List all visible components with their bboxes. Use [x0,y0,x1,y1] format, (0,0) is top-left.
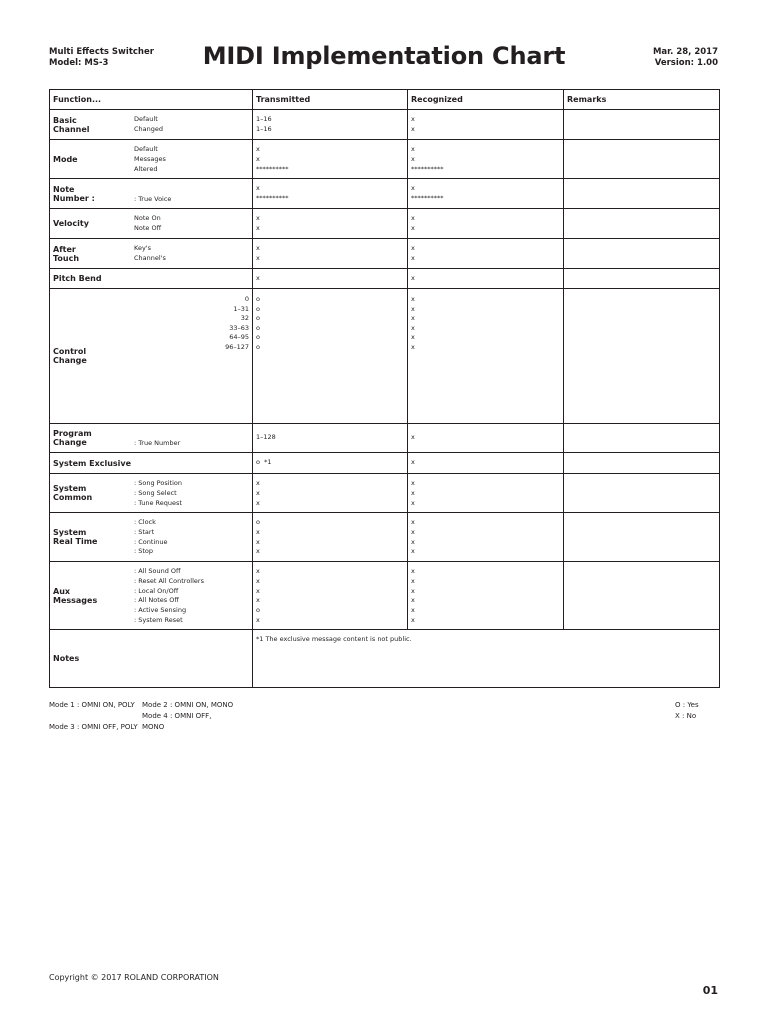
row-system-exclusive [50,453,720,474]
recognized-cell: x x x x x x [408,562,564,630]
function-label: Program Change [53,429,92,447]
document-version: Version: 1.00 [654,58,718,68]
recognized-cell: x x [408,209,564,239]
function-label: Basic Channel [53,115,90,134]
product-name: Multi Effects Switcher [49,47,154,57]
row-system-common [50,474,720,513]
page-title: MIDI Implementation Chart [202,42,566,70]
mode-definition: Mode 3 : OMNI OFF, POLY [49,723,138,731]
column-header-remarks: Remarks [564,90,720,110]
recognized-cell: x x [408,110,564,140]
table-header-row [50,90,720,110]
function-cell [50,209,253,239]
remarks-cell [564,140,720,179]
column-header-function: Function... [50,90,253,110]
remarks-cell [564,209,720,239]
controller-number-list: 0 1–31 32 33–63 64–95 96–127 [225,295,249,351]
recognized-cell: x x ********** [408,140,564,179]
remarks-cell [564,179,720,209]
midi-implementation-table [49,89,720,688]
copyright-notice: Copyright © 2017 ROLAND CORPORATION [49,973,219,982]
remarks-cell [564,474,720,513]
function-label: System Exclusive [53,458,132,468]
transmitted-cell: x [253,269,408,289]
function-cell [50,562,253,630]
function-sub-labels: Default Changed [134,115,164,133]
mode-definition: Mode 2 : OMNI ON, MONO [142,701,234,709]
remarks-cell [564,110,720,140]
notes-text-cell [253,630,720,688]
column-header-transmitted: Transmitted [253,90,408,110]
function-sub-labels: : Song Position : Song Select : Tune Request [134,479,182,507]
function-label: Note Number : [53,184,95,203]
function-sub-labels: Default Messages Altered [134,145,166,173]
function-label: Aux Messages [53,586,98,605]
recognized-cell: x [408,453,564,474]
function-sub-labels: Key's Channel's [134,244,166,262]
function-label: Mode [53,154,78,164]
legend-no: X : No [675,712,697,720]
transmitted-cell: o x x x [253,513,408,562]
column-header-recognized: Recognized [408,90,564,110]
page-number: 01 [702,984,718,997]
row-velocity [50,209,720,239]
row-mode [50,140,720,179]
recognized-cell: x [408,269,564,289]
remarks-cell [564,562,720,630]
function-cell [50,140,253,179]
recognized-cell: x ********** [408,179,564,209]
transmitted-cell: x x x [253,474,408,513]
function-cell [50,424,253,453]
function-cell [50,239,253,269]
recognized-cell: x x [408,239,564,269]
recognized-cell: x x x [408,474,564,513]
remarks-cell [564,289,720,424]
transmitted-cell: x x [253,209,408,239]
legend-yes: O : Yes [675,701,699,709]
function-label: After Touch [53,244,80,263]
function-label: Velocity [53,219,89,228]
transmitted-cell: x x x x o x [253,562,408,630]
mode-definitions [49,700,235,733]
function-sub-labels: Note On Note Off [134,214,162,232]
symbol-legend [675,700,699,722]
function-sub-labels: : True Number [134,439,181,448]
function-label: System Real Time [53,528,98,546]
document-header-right [653,47,718,69]
function-cell [50,513,253,562]
remarks-cell [564,453,720,474]
row-pitch-bend [50,269,720,289]
transmitted-cell: x x [253,239,408,269]
transmitted-cell: 1–128 [253,424,408,453]
row-program-change [50,424,720,453]
transmitted-cell: x x ********** [253,140,408,179]
document-date: Mar. 28, 2017 [652,47,718,57]
model-name: Model: MS-3 [49,58,109,68]
function-label: Pitch Bend [53,274,102,283]
transmitted-cell: 1–16 1–16 [253,110,408,140]
recognized-cell: x x x x x x [408,289,564,424]
row-notes [50,630,720,688]
transmitted-cell: o *1 [253,453,408,474]
remarks-cell [564,239,720,269]
row-aux-messages [50,562,720,630]
remarks-cell [564,513,720,562]
mode-definition: Mode 4 : OMNI OFF, MONO [142,712,212,731]
remarks-cell [564,424,720,453]
function-cell [50,630,253,688]
function-sub-labels: : All Sound Off : Reset All Controllers : Local On/Off : All Notes Off : Active Sensing : System Reset [134,567,204,624]
row-basic-channel [50,110,720,140]
function-sub-labels: : Clock : Start : Continue : Stop [134,518,168,556]
row-after-touch [50,239,720,269]
function-label: Control Change [53,347,87,365]
notes-text: *1 The exclusive message content is not public. [256,635,412,643]
row-note-number [50,179,720,209]
function-label: Notes [53,654,80,663]
function-cell [50,110,253,140]
transmitted-cell: x ********** [253,179,408,209]
row-control-change [50,289,720,424]
function-cell [50,474,253,513]
function-sub-labels: : True Voice [134,195,172,204]
function-cell [50,269,253,289]
function-cell [50,289,253,424]
remarks-cell [564,269,720,289]
function-label: System Common [53,484,93,502]
function-cell [50,453,253,474]
row-system-real-time [50,513,720,562]
recognized-cell: x [408,424,564,453]
function-cell [50,179,253,209]
recognized-cell: x x x x [408,513,564,562]
mode-definition: Mode 1 : OMNI ON, POLY [49,701,135,709]
transmitted-cell: o o o o o o [253,289,408,424]
